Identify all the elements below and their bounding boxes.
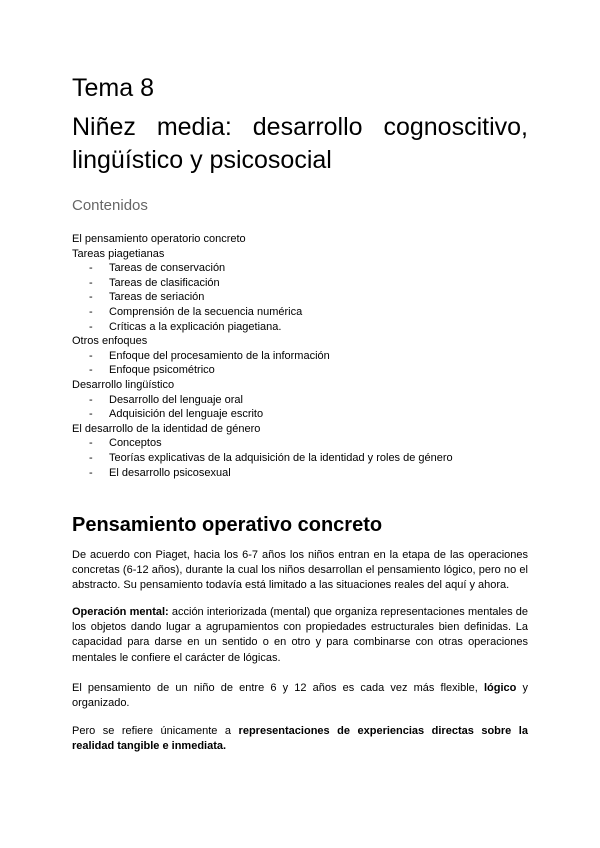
contents-item-label: Tareas de seriación [109, 291, 205, 304]
list-dash: - [89, 262, 93, 275]
list-dash: - [89, 437, 93, 450]
contents-subitem [72, 290, 532, 305]
contents-item-label: Comprensión de la secuencia numérica [109, 305, 303, 318]
contents-item-label: Conceptos [109, 437, 162, 450]
contents-subitem [72, 276, 532, 291]
contents-item [72, 247, 532, 262]
emphasis-logico: lógico [483, 682, 517, 694]
paragraph-representations [72, 724, 528, 754]
contents-item [72, 334, 532, 349]
contents-subitem [72, 393, 532, 408]
definition-mental-operation: acción interiorizada (mental) que organiza representaciones mentales de los objetos dando lugar a agrupamientos con propiedades estructurales bien definidas. La capacidad para darse en un sentido o en otro y para combinarse con otras operaciones mentales le confiere el carácter de lógicas. [72, 606, 529, 664]
paragraph-text: Pero se refiere únicamente a [72, 725, 239, 737]
paragraph-piaget: De acuerdo con Piaget, hacia los 6-7 años los niños entran en la etapa de las operaciones concretas (6-12 años), durante la cual los niños desarrollan el pensamiento lógico, pero no el abstracto. Su pensamiento todavía está limitado a las situaciones reales del aquí y ahora. [72, 549, 528, 592]
section-heading: Pensamiento operativo concreto [72, 514, 383, 536]
contents-item-label: Teorías explicativas de la adquisición de la identidad y roles de género [109, 451, 453, 464]
paragraph-flexible-thought [72, 681, 528, 711]
list-dash: - [89, 349, 93, 362]
contents-item [72, 232, 532, 247]
contents-subitem [72, 320, 532, 335]
contents-subitem [72, 407, 532, 422]
contents-item-label: Desarrollo lingüístico [72, 378, 175, 391]
contents-item-label: Críticas a la explicación piagetiana. [109, 320, 282, 333]
contents-item-label: Tareas de conservación [109, 262, 226, 275]
contents-subitem [72, 261, 532, 276]
list-dash: - [89, 320, 93, 333]
contents-subitem [72, 363, 532, 378]
contents-item-label: Enfoque psicométrico [109, 364, 215, 377]
contents-item-label: Tareas de clasificación [109, 276, 220, 289]
contents-item-label: El pensamiento operatorio concreto [72, 233, 246, 245]
list-dash: - [89, 393, 93, 406]
contents-item [72, 378, 532, 393]
list-dash: - [89, 466, 93, 479]
contents-item [72, 422, 532, 437]
list-dash: - [89, 451, 93, 464]
contents-item-label: Enfoque del procesamiento de la información [109, 349, 330, 362]
contents-item-label: Otros enfoques [72, 335, 148, 348]
list-dash: - [89, 364, 93, 377]
contents-item-label: Tareas piagetianas [72, 247, 165, 260]
list-dash: - [89, 408, 93, 421]
paragraph-text: y organizado. [72, 682, 528, 710]
list-dash: - [89, 305, 93, 318]
contents-subitem [72, 349, 532, 364]
contents-heading: Contenidos [72, 197, 148, 214]
term-mental-operation: Operación mental: [72, 606, 169, 618]
contents-subitem [72, 305, 532, 320]
list-dash: - [89, 276, 93, 289]
contents-subitem [72, 451, 532, 466]
document-title: Niñez media: desarrollo cognoscitivo, lingüístico y psicosocial [72, 113, 528, 174]
contents-item-label: El desarrollo de la identidad de género [72, 422, 261, 435]
contents-item-label: El desarrollo psicosexual [109, 466, 231, 479]
topic-number: Tema 8 [72, 74, 154, 102]
contents-item-label: Desarrollo del lenguaje oral [109, 393, 243, 406]
contents-list [72, 232, 532, 480]
list-dash: - [89, 291, 93, 304]
paragraph-text: El pensamiento de un niño de entre 6 y 12 años es cada vez más flexible, [72, 682, 484, 694]
paragraph-mental-operation [72, 605, 528, 666]
contents-item-label: Adquisición del lenguaje escrito [109, 408, 264, 421]
emphasis-representations: representaciones de experiencias directas sobre la realidad tangible e inmediata. [72, 725, 528, 753]
contents-subitem [72, 436, 532, 451]
contents-subitem [72, 466, 532, 481]
